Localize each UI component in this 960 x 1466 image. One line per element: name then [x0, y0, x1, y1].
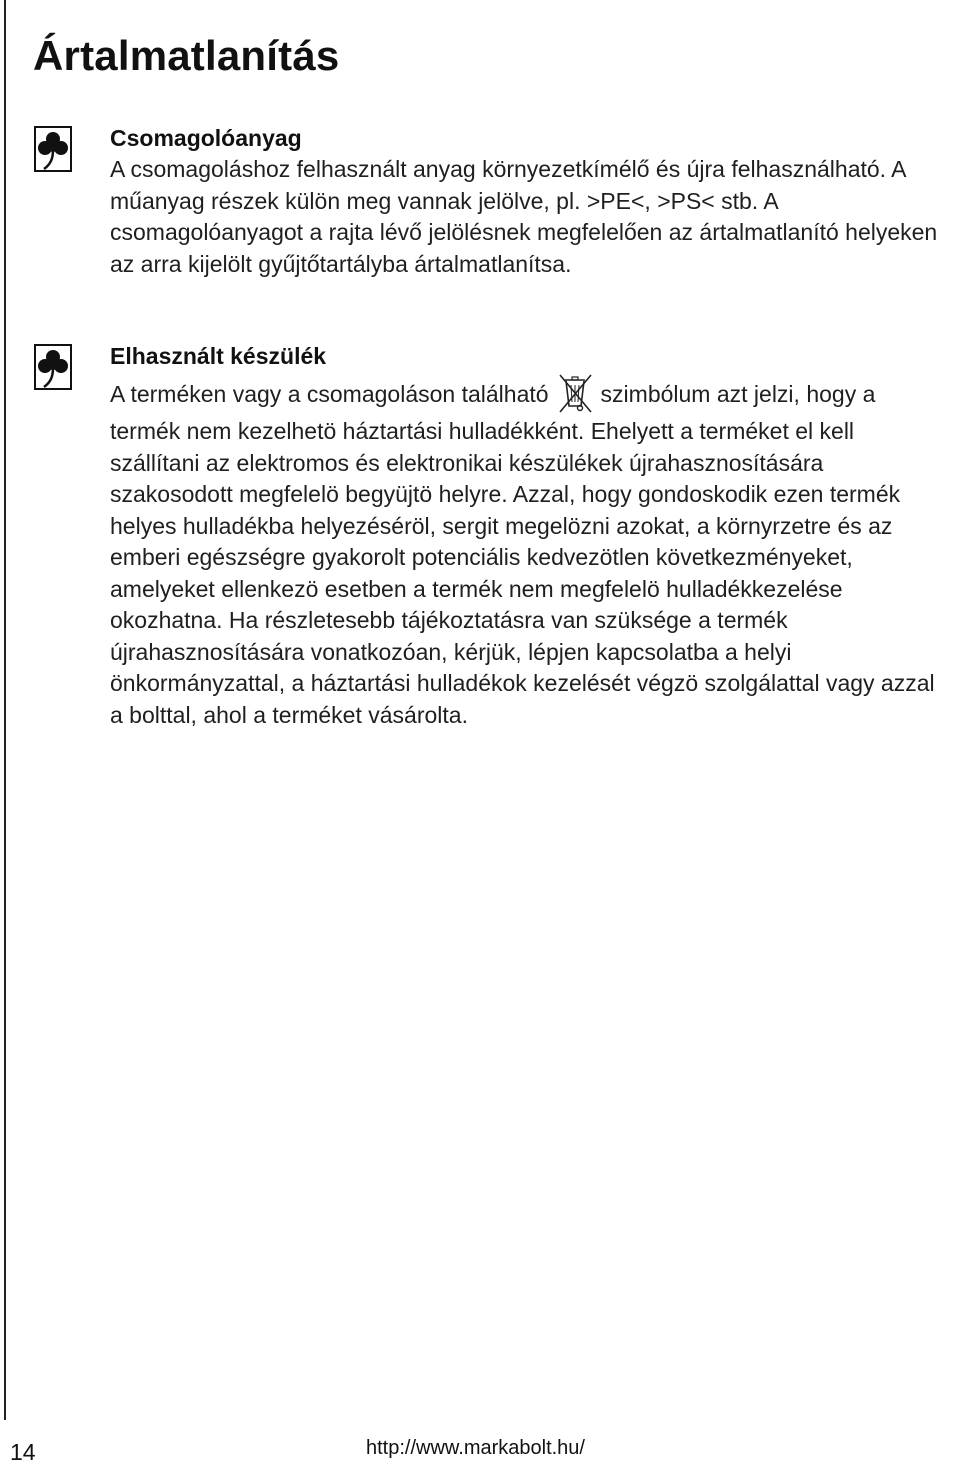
section-packaging-body — [110, 122, 940, 280]
section-heading: Elhasznált készülék — [110, 343, 327, 369]
page-left-rule — [4, 0, 6, 1420]
page-title: Ártalmatlanítás — [33, 32, 340, 79]
text-before-symbol: A terméken vagy a csomagoláson található — [110, 381, 549, 407]
page-number: 14 — [10, 1439, 36, 1465]
environment-clover-icon — [34, 126, 72, 172]
footer-url-link[interactable]: http://www.markabolt.hu/ — [366, 1437, 585, 1459]
environment-clover-icon — [34, 344, 72, 390]
section-text — [110, 372, 940, 731]
text-after-symbol: szimbólum azt jelzi, hogy a termék nem kezelhetö háztartási hulladékként. Ehelyett a terméket el kell szállítani az elektromos és elektronikai készülékek újrahasznosítására szakosodott megfelelö begyüjtö helyre. Azzal, hogy gondoskodik ezen termék helyes hulladékba helyezéséröl, sergit megelözni azokat, a környrzetre és az emberi egészségre gyakorolt potenciális kedvezötlen következményeket, amelyeket ellenkezö esetben a termék nem megfelelö hulladékkezelése okozhatna. Ha részletesebb tájékoztatásra van szüksége a termék újrahasznosítására vonatkozóan, kérjük, lépjen kapcsolatba a helyi önkormányzattal, a háztartási hulladékok kezelését végzö szolgálattal vagy azzal a bolttal, ahol a terméket vásárolta. — [110, 381, 935, 728]
crossed-out-wheelie-bin-icon — [555, 372, 595, 416]
section-used-appliance-body — [110, 340, 940, 731]
section-text: A csomagoláshoz felhasznált anyag környezetkímélő és újra felhasználható. A műanyag részek külön meg vannak jelölve, pl. >PE<, >PS< stb. A csomagolóanyagot a rajta lévő jelölésnek megfelelően az ártalmatlanító helyeken az arra kijelölt gyűjtőtartályba ártalmatlanítsa. — [110, 156, 938, 277]
section-heading: Csomagolóanyag — [110, 125, 302, 151]
